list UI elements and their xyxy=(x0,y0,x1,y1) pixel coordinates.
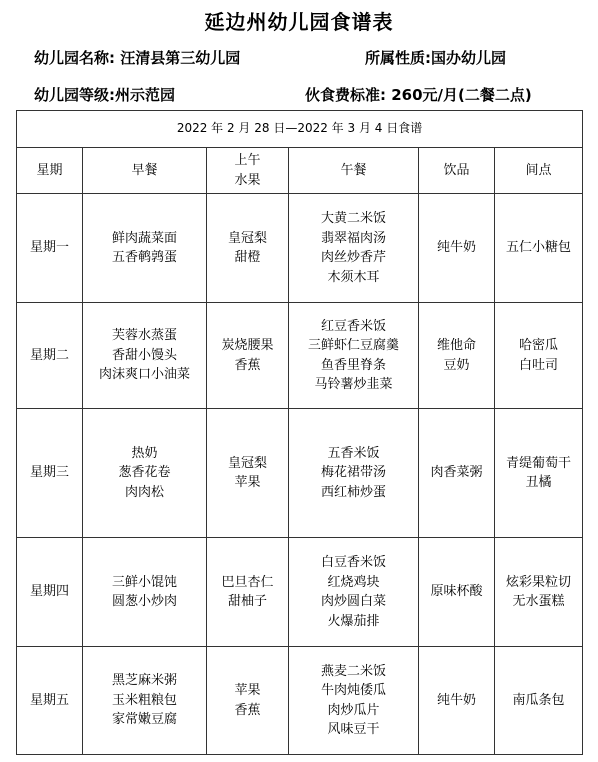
meal-fee-value: 260元/月(二餐二点) xyxy=(386,86,532,104)
fruit-item: 苹果 xyxy=(234,683,261,698)
breakfast-item: 家常嫩豆腐 xyxy=(111,712,177,728)
meal-fee-label: 伙食费标准: xyxy=(305,86,386,104)
table-header-row xyxy=(17,148,583,194)
lunch-item: 翡翠福肉汤 xyxy=(320,230,386,246)
kindergarten-nature-label: 所属性质: xyxy=(365,49,431,67)
weekday-cell: 星期二 xyxy=(17,303,83,409)
lunch-cell xyxy=(289,647,419,755)
breakfast-item: 五香鹌鹑蛋 xyxy=(111,250,177,265)
drink-item: 肉香菜粥 xyxy=(430,465,483,481)
lunch-item: 红豆香米饭 xyxy=(320,318,386,334)
drink-cell xyxy=(419,647,495,755)
lunch-item: 牛肉炖倭瓜 xyxy=(320,683,386,698)
table-row xyxy=(17,194,583,303)
weekday-cell: 星期五 xyxy=(17,647,83,755)
drink-cell xyxy=(419,538,495,647)
drink-item: 纯牛奶 xyxy=(436,692,476,708)
drink-item: 原味杯酸 xyxy=(430,584,483,600)
breakfast-cell xyxy=(83,303,207,409)
breakfast-item: 肉沫爽口小油菜 xyxy=(98,367,190,383)
lunch-item: 五香米饭 xyxy=(327,445,380,461)
fruit-cell xyxy=(207,538,289,647)
lunch-item: 木须木耳 xyxy=(327,269,380,285)
snack-item: 炫彩果粒切 xyxy=(506,574,572,590)
kindergarten-grade xyxy=(34,84,175,105)
drink-item: 维他命 xyxy=(436,338,476,353)
header-fruit xyxy=(207,148,289,194)
breakfast-item: 圆葱小炒肉 xyxy=(111,594,177,609)
lunch-item: 三鲜虾仁豆腐羹 xyxy=(307,338,399,353)
snack-item: 丑橘 xyxy=(525,475,552,490)
table-row xyxy=(17,538,583,647)
fruit-item: 香蕉 xyxy=(234,357,261,373)
breakfast-cell xyxy=(83,538,207,647)
snack-cell xyxy=(495,409,583,538)
drink-cell xyxy=(419,303,495,409)
breakfast-item: 鲜肉蔬菜面 xyxy=(111,230,177,246)
table-row xyxy=(17,647,583,755)
snack-cell xyxy=(495,538,583,647)
lunch-item: 马铃薯炒韭菜 xyxy=(314,377,393,392)
snack-item: 无水蛋糕 xyxy=(512,594,565,609)
snack-cell xyxy=(495,303,583,409)
lunch-item: 火爆茄排 xyxy=(327,613,380,629)
breakfast-item: 香甜小馒头 xyxy=(111,347,177,363)
lunch-item: 大黄二米饭 xyxy=(320,211,386,226)
header-weekday: 星期 xyxy=(17,148,83,194)
weekday-cell: 星期四 xyxy=(17,538,83,647)
breakfast-cell xyxy=(83,194,207,303)
kindergarten-nature-value: 国办幼儿园 xyxy=(431,49,507,67)
fruit-cell xyxy=(207,194,289,303)
date-range-row xyxy=(17,111,583,148)
lunch-item: 肉丝炒香芹 xyxy=(320,250,386,265)
breakfast-item: 葱香花卷 xyxy=(118,465,171,481)
lunch-item: 梅花裙带汤 xyxy=(320,465,386,481)
breakfast-item: 玉米粗粮包 xyxy=(111,692,177,708)
lunch-cell xyxy=(289,538,419,647)
kindergarten-name xyxy=(34,47,240,68)
snack-item: 白吐司 xyxy=(519,357,559,373)
weekday-cell: 星期三 xyxy=(17,409,83,538)
lunch-cell xyxy=(289,303,419,409)
page-title: 延边州幼儿园食谱表 xyxy=(204,10,394,34)
lunch-item: 白豆香米饭 xyxy=(320,555,386,570)
fruit-item: 皇冠梨 xyxy=(227,455,267,471)
lunch-item: 鱼香里脊条 xyxy=(320,357,386,373)
snack-item: 五仁小糖包 xyxy=(506,240,572,256)
fruit-item: 苹果 xyxy=(234,475,261,490)
breakfast-cell xyxy=(83,647,207,755)
header-breakfast: 早餐 xyxy=(83,148,207,194)
header-lunch: 午餐 xyxy=(289,148,419,194)
drink-item: 纯牛奶 xyxy=(436,240,476,256)
breakfast-item: 芙蓉水蒸蛋 xyxy=(111,328,177,344)
fruit-cell xyxy=(207,647,289,755)
snack-cell xyxy=(495,194,583,303)
kindergarten-nature xyxy=(365,47,506,68)
snack-item: 南瓜条包 xyxy=(512,692,565,708)
fruit-item: 甜柚子 xyxy=(227,594,267,609)
fruit-item: 巴旦杏仁 xyxy=(221,574,274,590)
fruit-item: 皇冠梨 xyxy=(227,230,267,246)
lunch-item: 肉炒圆白菜 xyxy=(320,594,386,609)
breakfast-item: 热奶 xyxy=(131,445,158,461)
snack-item: 青缇葡萄干 xyxy=(506,455,572,471)
lunch-item: 风味豆干 xyxy=(327,722,380,737)
menu-table xyxy=(16,110,583,755)
fruit-item: 炭烧腰果 xyxy=(221,338,274,353)
lunch-item: 红烧鸡块 xyxy=(327,574,380,590)
table-row xyxy=(17,409,583,538)
snack-item: 哈密瓜 xyxy=(519,338,559,353)
snack-cell xyxy=(495,647,583,755)
lunch-item: 肉炒瓜片 xyxy=(327,702,380,718)
header-fruit-line2: 水果 xyxy=(234,172,261,188)
breakfast-item: 三鲜小馄饨 xyxy=(111,574,177,590)
header-drink: 饮品 xyxy=(419,148,495,194)
meal-fee xyxy=(305,84,532,105)
kindergarten-name-label: 幼儿园名称: xyxy=(34,49,115,67)
table-row xyxy=(17,303,583,409)
lunch-item: 燕麦二米饭 xyxy=(320,663,386,679)
kindergarten-grade-value: 州示范园 xyxy=(115,86,176,104)
date-range: 2022 年 2 月 28 日—2022 年 3 月 4 日食谱 xyxy=(17,111,583,148)
kindergarten-grade-label: 幼儿园等级: xyxy=(34,86,115,104)
fruit-item: 香蕉 xyxy=(234,702,261,718)
weekday-cell: 星期一 xyxy=(17,194,83,303)
breakfast-item: 黑芝麻米粥 xyxy=(111,673,177,689)
header-snack: 间点 xyxy=(495,148,583,194)
drink-cell xyxy=(419,194,495,303)
fruit-item: 甜橙 xyxy=(234,250,261,265)
fruit-cell xyxy=(207,409,289,538)
breakfast-item: 肉肉松 xyxy=(124,484,164,500)
breakfast-cell xyxy=(83,409,207,538)
kindergarten-name-value: 汪清县第三幼儿园 xyxy=(115,49,241,67)
drink-item: 豆奶 xyxy=(443,357,470,373)
drink-cell xyxy=(419,409,495,538)
lunch-cell xyxy=(289,409,419,538)
fruit-cell xyxy=(207,303,289,409)
header-fruit-line1: 上午 xyxy=(234,153,261,168)
lunch-item: 西红柿炒蛋 xyxy=(320,484,386,500)
lunch-cell xyxy=(289,194,419,303)
